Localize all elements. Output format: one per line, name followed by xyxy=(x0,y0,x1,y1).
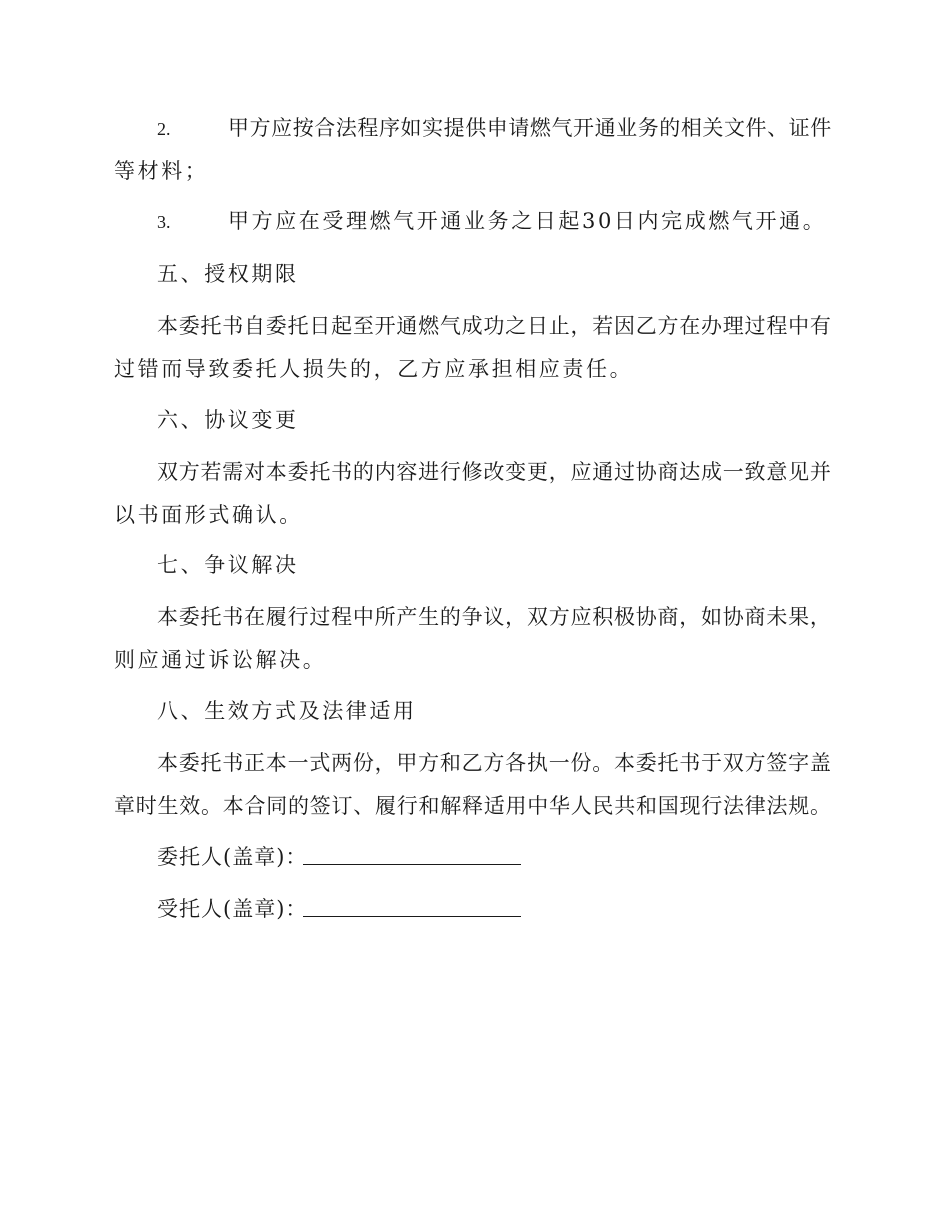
item-text: 甲方应在受理燃气开通业务之日起30日内完成燃气开通。 xyxy=(228,209,827,233)
section-paragraph-line: 章时生效。本合同的签订、履行和解释适用中华人民共和国现行法律法规。 xyxy=(114,794,832,818)
section-heading: 八、生效方式及法律适用 xyxy=(157,699,417,723)
section-paragraph-line: 本委托书自委托日起至开通燃气成功之日止，若因乙方在办理过程中有 xyxy=(157,314,832,338)
item-text-continued: 等材料； xyxy=(114,159,209,183)
signature-line-principal xyxy=(303,864,521,865)
section-heading: 六、协议变更 xyxy=(157,408,299,432)
section-paragraph-line: 本委托书在履行过程中所产生的争议，双方应积极协商，如协商未果， xyxy=(157,605,832,629)
section-paragraph-line: 本委托书正本一式两份，甲方和乙方各执一份。本委托书于双方签字盖 xyxy=(157,751,832,775)
section-paragraph-line: 则应通过诉讼解决。 xyxy=(114,648,327,672)
signature-label-agent: 受托人(盖章)： xyxy=(157,897,308,921)
section-heading: 五、授权期限 xyxy=(157,262,299,286)
section-heading: 七、争议解决 xyxy=(157,553,299,577)
item-text: 甲方应按合法程序如实提供申请燃气开通业务的相关文件、证件 xyxy=(228,116,832,140)
item-number: 3. xyxy=(157,212,171,232)
section-paragraph-line: 双方若需对本委托书的内容进行修改变更，应通过协商达成一致意见并 xyxy=(157,460,832,484)
section-paragraph-line: 过错而导致委托人损失的，乙方应承担相应责任。 xyxy=(114,357,634,381)
section-paragraph-line: 以书面形式确认。 xyxy=(114,503,303,527)
signature-label-principal: 委托人(盖章)： xyxy=(157,845,308,869)
signature-line-agent xyxy=(303,916,521,917)
item-number: 2. xyxy=(157,119,171,139)
